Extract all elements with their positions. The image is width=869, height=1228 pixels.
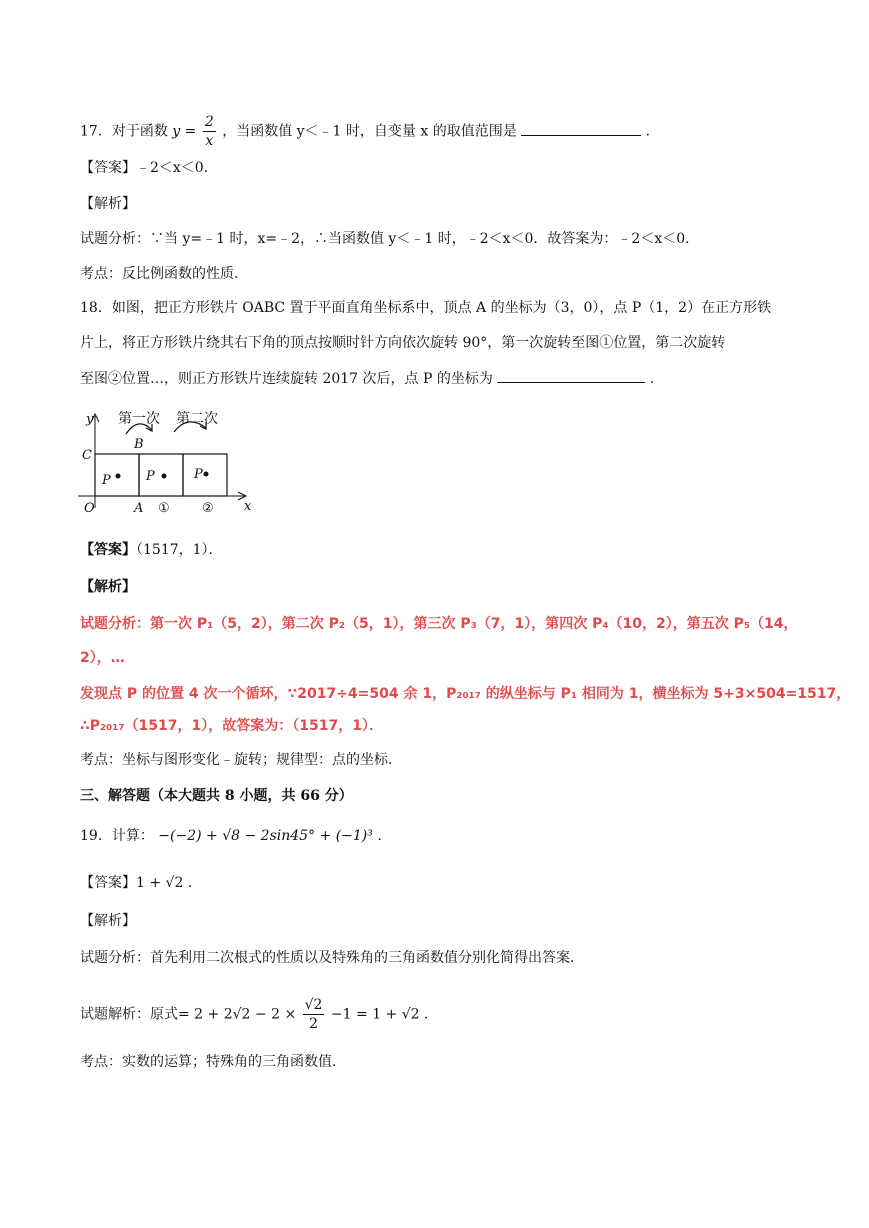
q19-answer-label: 【答案】 — [80, 875, 136, 891]
q19-jiexi-prefix: 试题解析：原式= 2 + 2√2 − 2 × — [80, 1006, 297, 1023]
q17-suffix: ，当函数值 y＜﹣1 时，自变量 x 的取值范围是 — [222, 123, 517, 140]
q17-analysis-label: 【解析】 — [80, 196, 136, 212]
q19-jiexi-frac-num: √2 — [304, 997, 323, 1013]
q19-jiexi-fraction — [303, 996, 325, 1033]
q19-answer-text: 1 + √2 ． — [136, 875, 202, 891]
q19-question — [80, 826, 391, 846]
q17-end: ． — [645, 123, 660, 140]
label-circ2: ② — [202, 501, 214, 516]
q18-answer — [80, 540, 223, 560]
point-p2-dot — [162, 474, 167, 479]
label-circ1: ① — [158, 501, 170, 516]
q17-prefix: 17．对于函数 — [80, 123, 168, 140]
label-p3: P — [194, 467, 203, 482]
q18-red-line2: 2），… — [80, 650, 125, 666]
q17-fraction — [203, 113, 216, 150]
q17-func-y: y = — [172, 123, 197, 140]
q17-frac-num: 2 — [204, 114, 214, 130]
q19-jiexi-suffix: −1 = 1 + √2 ． — [330, 1006, 439, 1023]
label-o: O — [84, 501, 95, 516]
q19-jiexi-frac-den: 2 — [309, 1016, 319, 1032]
label-p1: P — [102, 473, 111, 488]
q18-red-line4: ∴P₂₀₁₇（1517，1），故答案为：（1517，1）． — [80, 718, 383, 734]
label-c: C — [82, 448, 92, 463]
section3-heading: 三、解答题（本大题共 8 小题，共 66 分） — [80, 788, 353, 804]
x-axis-label: x — [244, 499, 252, 514]
q18-line3 — [80, 368, 664, 389]
label-second: 第二次 — [176, 411, 218, 427]
q19-prefix: 19．计算： — [80, 828, 154, 844]
q17-question — [80, 113, 660, 150]
q19-analysis: 试题分析：首先利用二次根式的性质以及特殊角的三角函数值分别化简得出答案． — [80, 950, 584, 966]
point-p1-dot — [116, 474, 121, 479]
q18-line1: 18．如图，把正方形铁片 OABC 置于平面直角坐标系中，顶点 A 的坐标为（3，0），点 P（1，2）在正方形铁 — [80, 300, 772, 316]
q17-analysis: 试题分析：∵当 y=﹣1 时，x=﹣2，∴当函数值 y＜﹣1 时，﹣2＜x＜0．故答案为：﹣2＜x＜0． — [80, 231, 700, 247]
q18-answer-blank — [497, 368, 645, 383]
q19-expression: −(−2) + √8 − 2sin45° + (−1)³ ． — [158, 828, 392, 844]
q18-red-line3: 发现点 P 的位置 4 次一个循环，∵2017÷4=504 余 1，P₂₀₁₇ 的纵坐标与 P₁ 相同为 1，横坐标为 5+3×504=1517， — [80, 686, 851, 702]
q17-kaodian: 考点：反比例函数的性质． — [80, 266, 248, 282]
q17-answer — [80, 158, 218, 178]
q18-answer-label: 【答案】 — [80, 542, 136, 558]
q18-red-line1: 试题分析：第一次 P₁（5，2），第二次 P₂（5，1），第三次 P₃（7，1），第四次 P₄（10，2），第五次 P₅（14， — [80, 616, 798, 632]
q19-kaodian: 考点：实数的运算；特殊角的三角函数值． — [80, 1054, 346, 1070]
q18-analysis-label: 【解析】 — [80, 579, 136, 595]
q18-answer-text: （1517，1）． — [136, 542, 223, 558]
q19-analysis-label: 【解析】 — [80, 913, 136, 929]
point-p3-dot — [204, 472, 209, 477]
q18-line2: 片上，将正方形铁片绕其右下角的顶点按顺时针方向依次旋转 90°，第一次旋转至图①位置，第二次旋转 — [80, 335, 726, 351]
q17-frac-den: x — [205, 133, 214, 149]
q17-answer-blank — [521, 121, 641, 136]
q19-jiexi — [80, 996, 438, 1033]
label-a: A — [134, 501, 144, 516]
q17-answer-label: 【答案】 — [80, 160, 136, 176]
q19-answer — [80, 873, 202, 893]
y-axis-label: y — [86, 412, 94, 427]
q18-line3-text: 至图②位置…，则正方形铁片连续旋转 2017 次后，点 P 的坐标为 — [80, 371, 493, 387]
q18-line3-end: ． — [649, 371, 664, 387]
label-p2: P — [146, 469, 155, 484]
q17-answer-text: ﹣2＜x＜0． — [136, 160, 218, 176]
label-first: 第一次 — [118, 411, 160, 427]
label-b: B — [134, 437, 144, 452]
q18-kaodian: 考点：坐标与图形变化﹣旋转；规律型：点的坐标． — [80, 752, 402, 768]
rotation-figure — [78, 408, 268, 520]
